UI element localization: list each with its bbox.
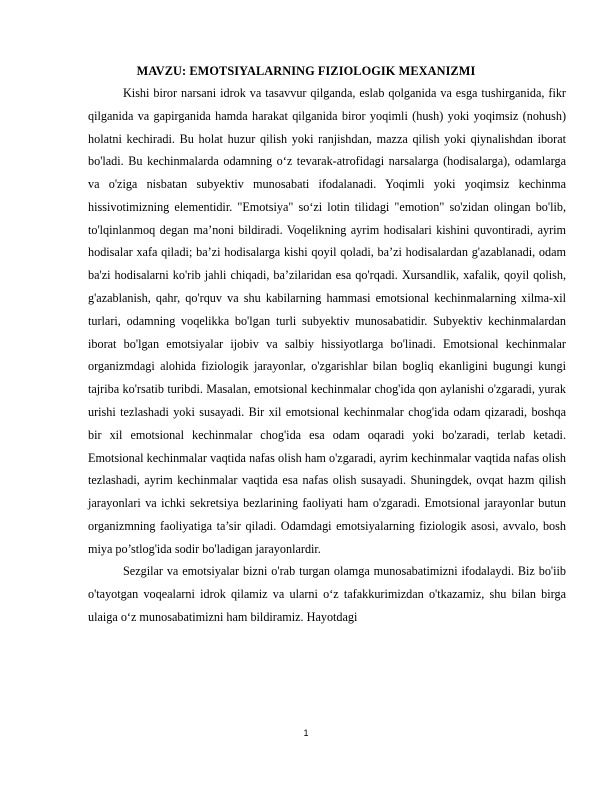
paragraph-2: Sezgilar va emotsiyalar bizni o'rab turgan olamga munosabatimizni ifodalaydi. Biz bo'iib o'tayotgan voqealarni idrok qilamiz va ularni o‘z tafakkurimizdan o'tkazamiz, shu bilan birga ulaiga o‘z munosabatimizni ham bildiramiz. Hayotdagi bbox=[88, 564, 566, 624]
page-number: 1 bbox=[303, 728, 309, 738]
paragraph-1: Kishi biror narsani idrok va tasavvur qilganda, eslab qolganida va esga tushirganida, fikr qilganida va gapirganida hamda harakat qilganida biror yoqimli (hush) yoki yoqimsiz (nohush) holatni kechiradi. Bu holat huzur qilish yoki ranjishdan, mazza qilish yoki qiynalishdan iborat bo'ladi. Bu kechinmalarda odamning o‘z tevarak-atrofidagi narsalarga (hodisalarga), odamlarga va o'ziga nisbatan subyektiv munosabati ifodalanadi. Yoqimli yoki yoqimsiz kechinma hissivotimizning elementidir. "Emotsiya" so‘zi lotin tilidagi "emotion" so'zidan olingan bo'lib, to'lqinlanmoq degan ma’noni bildiradi. Voqelikning ayrim hodisalari kishini quvontiradi, ayrim hodisalar xafa qiladi; ba’zi hodisalarga kishi qoyil qoladi, ba’zi hodisalardan g'azablanadi, odam ba'zi hodisalarni ko'rib jahli chiqadi, ba’zilaridan esa qo'rqadi. Xursandlik, xafalik, qoyil qolish, g'azablanish, qahr, qo'rquv va shu kabilarning hammasi emotsional kechinmalarning xilma-xil turlari, odamning voqelikka bo'lgan turli subyektiv munosabatidir. Subyektiv kechinmalardan iborat bo'lgan emotsiyalar ijobiv va salbiy hissiyotlarga bo'linadi. Emotsional kechinmalar organizmdagi alohida fiziologik jarayonlar, o'zgarishlar bilan bogliq ekanligini bugungi kungi tajriba ko'rsatib turibdi. Masalan, emotsional kechinmalar chog'ida qon aylanishi o'zgaradi, yurak urishi tezlashadi yoki susayadi. Bir xil emotsional kechinmalar chog'ida odam qizaradi, boshqa bir xil emotsional kechinmalar chog'ida esa odam oqaradi yoki bo'zaradi, terlab ketadi. Emotsional kechinmalar vaqtida nafas olish ham o'zgaradi, ayrim kechinmalar vaqtida nafas olish tezlashadi, ayrim kechinmalar vaqtida esa nafas olish susayadi. Shuningdek, ovqat hazm qilish jarayonlari va ichki sekretsiya bezlarining faoliyati ham o'zgaradi. Emotsional jarayonlar butun organizmning faoliyatiga ta’sir qiladi. Odamdagi emotsiyalarning fiziologik asosi, avvalo, bosh miya po’stlog'ida sodir bo'ladigan jarayonlardir. bbox=[88, 86, 566, 556]
document-title: MAVZU: EMOTSIYALARNING FIZIOLOGIK MEXANIZMI bbox=[136, 64, 476, 78]
document-body bbox=[88, 82, 566, 629]
